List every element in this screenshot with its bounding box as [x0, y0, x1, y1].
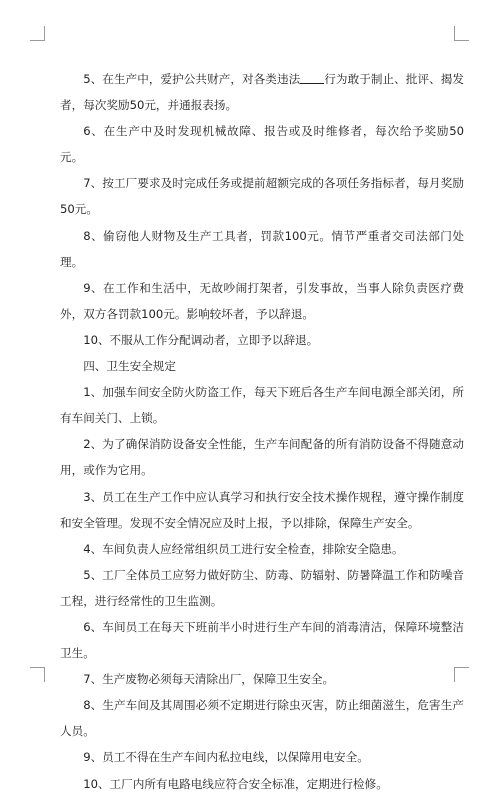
paragraph: 7、按工厂要求及时完成任务或提前超额完成的各项任务指标者，每月奖励50元。	[60, 176, 464, 217]
paragraph: 5、在生产中，爱护公共财产，对各类违法 行为敢于制止、批评、揭发者，每次奖励50元，并通报表扬。	[60, 72, 464, 113]
paragraph: 8、生产车间及其周围必须不定期进行除虫灭害，防止细菌滋生，危害生产人员。	[60, 698, 464, 739]
paragraph: 8、偷窃他人财物及生产工具者，罚款100元。情节严重者交司法部门处理。	[60, 228, 464, 269]
paragraph: 2、为了确保消防设备安全性能，生产车间配备的所有消防设备不得随意动用，或作为它用。	[60, 437, 464, 478]
paragraph: 9、在工作和生活中，无故吵闹打架者，引发事故，当事人除负责医疗费外，双方各罚款100元。影响较坏者，予以辞退。	[60, 280, 464, 321]
paragraph: 4、车间负责人应经常组织员工进行安全检查，排除安全隐患。	[83, 541, 404, 556]
paragraph: 7、生产废物必须每天清除出厂，保障卫生安全。	[83, 672, 335, 687]
paragraph: 9、员工不得在生产车间内私拉电线，以保障用电安全。	[83, 750, 369, 765]
section-heading: 四、卫生安全规定	[83, 359, 176, 374]
crop-mark-top-right	[454, 26, 469, 41]
paragraph: 10、不服从工作分配调动者，立即予以辞退。	[83, 332, 319, 347]
document-body	[60, 66, 464, 797]
paragraph: 5、工厂全体员工应努力做好防尘、防毒、防辐射、防暑降温工作和防噪音工程，进行经常性的卫生监测。	[60, 567, 464, 608]
paragraph: 6、在生产中及时发现机械故障、报告或及时维修者，每次给予奖励50元。	[60, 124, 464, 165]
crop-mark-top-left	[30, 26, 45, 41]
paragraph: 6、车间员工在每天下班前半小时进行生产车间的消毒清洁，保障环境整洁卫生。	[60, 619, 464, 661]
crop-mark-bottom-left	[30, 667, 45, 682]
paragraph: 10、工厂内所有电路电线应符合安全标准，定期进行检修。	[83, 776, 388, 791]
paragraph: 1、加强车间安全防火防盗工作，每天下班后各生产车间电源全部关闭，所有车间关门、上锁。	[60, 385, 464, 426]
paragraph: 3、员工在生产工作中应认真学习和执行安全技术操作规程，遵守操作制度和安全管理。发现不安全情况应及时上报，予以排除，保障生产安全。	[60, 489, 464, 530]
fill-in-blank	[300, 71, 324, 84]
